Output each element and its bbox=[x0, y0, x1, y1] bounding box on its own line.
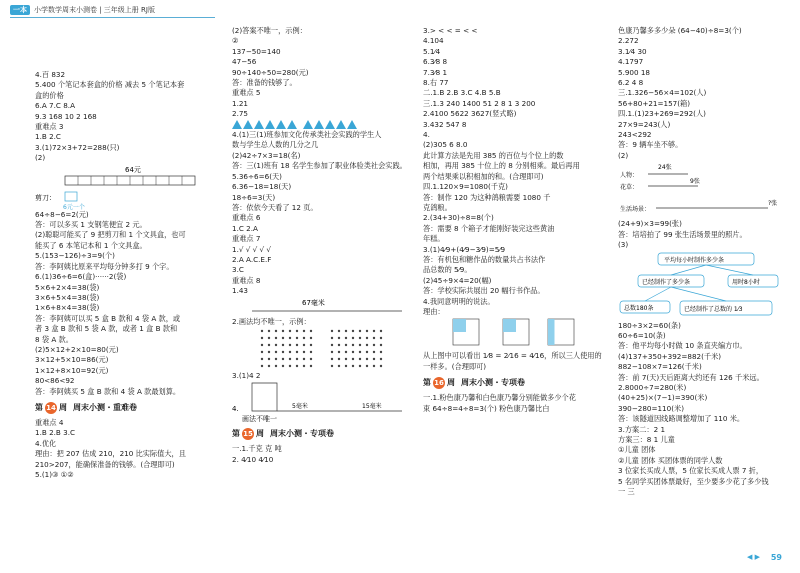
grid-dot bbox=[282, 344, 284, 346]
text-line: 能买了 6 本笔记本和 1 个文具盒。 bbox=[35, 240, 147, 250]
grid-dot bbox=[261, 330, 263, 332]
grid-dot bbox=[345, 337, 347, 339]
grid-dot bbox=[373, 365, 375, 367]
svg-text:已经制作了总数的 1⁄3: 已经制作了总数的 1⁄3 bbox=[684, 305, 743, 313]
grid-dot bbox=[380, 330, 382, 332]
text-line: 重难点 5 bbox=[232, 88, 261, 98]
text-line: 年糕。 bbox=[423, 234, 445, 244]
text-line: 答：需要 8 个箱子才能刚好装完这些黄油 bbox=[423, 223, 555, 233]
grid-dot bbox=[373, 344, 375, 346]
grid-dot bbox=[261, 344, 263, 346]
text-line: 一 三 bbox=[618, 487, 635, 496]
column-2 bbox=[232, 26, 417, 465]
grid-dot bbox=[268, 344, 270, 346]
text-line: 答：他平均每小时做 10 条直夹编方巾。 bbox=[618, 341, 747, 351]
grid-dot bbox=[359, 351, 361, 353]
grid-dot bbox=[303, 330, 305, 332]
text-line: 5.(153−126)÷3=9(个) bbox=[35, 251, 115, 261]
svg-text:24张: 24张 bbox=[658, 164, 672, 172]
fraction-squares bbox=[423, 317, 603, 351]
text-line: 5.900 18 bbox=[618, 67, 651, 77]
text-line: 180÷3×2=60(条) bbox=[618, 320, 681, 330]
grid-dot bbox=[289, 358, 291, 360]
text-line: 一.1.千克 克 吨 bbox=[232, 444, 282, 454]
text-line: 18÷6=3(天) bbox=[232, 192, 276, 202]
text-line: ①儿童 团体 bbox=[618, 445, 656, 455]
svg-text:总数180条: 总数180条 bbox=[624, 304, 654, 312]
grid-dot bbox=[282, 330, 284, 332]
grid-dot bbox=[261, 358, 263, 360]
grid-dot bbox=[345, 365, 347, 367]
text-line: 90÷140÷50=280(元) bbox=[232, 67, 309, 77]
grid-dot bbox=[380, 344, 382, 346]
grid-dot bbox=[310, 344, 312, 346]
text-line: 2.8000÷7=280(米) bbox=[618, 382, 687, 392]
diagram-pen-price bbox=[35, 164, 210, 210]
diagram-tree bbox=[618, 251, 793, 321]
grid-dot bbox=[289, 351, 291, 353]
grid-dot bbox=[373, 358, 375, 360]
text-line: 2. 4⁄10 4⁄10 bbox=[232, 454, 274, 464]
grid-dot bbox=[338, 337, 340, 339]
svg-text:画法不唯一: 画法不唯一 bbox=[242, 415, 277, 424]
text-line: 4.(1)三(1)班参加文化传承类社会实践的学生人 bbox=[232, 130, 382, 140]
text-line: 5.1⁄4 bbox=[423, 46, 441, 56]
section-week-15: 第 15 周 周末小测・专项卷 bbox=[232, 429, 334, 439]
text-line: 品总数的 5⁄9。 bbox=[423, 265, 472, 275]
text-line: 重难点 6 bbox=[232, 213, 261, 223]
text-line: (4)137+350+392=882(千米) bbox=[618, 351, 722, 361]
grid-dot bbox=[345, 358, 347, 360]
grid-dot bbox=[345, 351, 347, 353]
grid-dot bbox=[296, 330, 298, 332]
grid-dot bbox=[296, 351, 298, 353]
text-line: 一.1.粉色康乃馨和白色康乃馨分别能做多少个花 bbox=[423, 393, 576, 403]
text-line: 答：李阿姨比原来平均每分钟多打 9 个字。 bbox=[35, 261, 174, 271]
svg-text:花草：: 花草： bbox=[620, 184, 639, 192]
grid-dot bbox=[275, 358, 277, 360]
scissor-box bbox=[65, 192, 77, 201]
grid-dot bbox=[352, 330, 354, 332]
text-line: 重难点 4 bbox=[35, 417, 64, 427]
column-3 bbox=[423, 26, 608, 414]
grid-dot bbox=[289, 337, 291, 339]
text-line: 重难点 7 bbox=[232, 234, 261, 244]
text-line: 8 袋 A 款。 bbox=[35, 334, 73, 344]
grid-dot bbox=[345, 330, 347, 332]
diagram-lines bbox=[232, 381, 412, 423]
text-line: (2)5×12+2×10=80(元) bbox=[35, 344, 119, 354]
grid-dot bbox=[275, 337, 277, 339]
text-line: (2)42÷7×3=18(名) bbox=[232, 150, 301, 160]
column-4 bbox=[618, 26, 798, 497]
text-line: 1.21 bbox=[232, 98, 249, 108]
grid-dot bbox=[310, 358, 312, 360]
grid-dot bbox=[268, 330, 270, 332]
grid-dot bbox=[359, 330, 361, 332]
text-line: 相加，再用 385 十位上的 8 分别相乘。最后再用 bbox=[423, 161, 580, 171]
grid-dot bbox=[303, 365, 305, 367]
text-line: 5×6+2×4=38(袋) bbox=[35, 282, 100, 292]
grid-dot bbox=[366, 358, 368, 360]
grid-dot bbox=[310, 351, 312, 353]
grid-dot bbox=[331, 344, 333, 346]
text-line: 4.我同意明明的说法。 bbox=[423, 296, 495, 306]
text-line: 2.272 bbox=[618, 36, 639, 46]
text-line: 60÷6=10(条) bbox=[618, 330, 666, 340]
text-line: 9.3 168 10 2 168 bbox=[35, 111, 97, 121]
svg-text:平均每小时制作多少条: 平均每小时制作多少条 bbox=[664, 256, 725, 264]
text-line: 5 名同学买团体票最好，至少要多少花了多少钱 bbox=[618, 476, 769, 486]
text-line: 2.A A.C.E.F bbox=[232, 254, 272, 264]
text-line: 3×6+5×4=38(袋) bbox=[35, 292, 100, 302]
text-line: ② bbox=[232, 36, 239, 46]
text-line: 4.百 832 bbox=[35, 70, 66, 79]
text-line: 5.36÷6=6(天) bbox=[232, 171, 282, 181]
text-line: 210>207，能确保准备的钱够。(合理即可) bbox=[35, 459, 175, 469]
text-line: 27×9=243(人) bbox=[618, 119, 671, 129]
text-line: 4. bbox=[423, 130, 430, 140]
grid-dot bbox=[338, 344, 340, 346]
grid-dot bbox=[282, 337, 284, 339]
text-line: 3.1⁄4 30 bbox=[618, 46, 647, 56]
text-line: 答：学校实际共展出 20 幅行书作品。 bbox=[423, 286, 545, 296]
svg-text:用时8小时: 用时8小时 bbox=[732, 278, 760, 286]
grid-dot bbox=[331, 365, 333, 367]
grid-dot bbox=[359, 358, 361, 360]
text-line: 47−56 bbox=[232, 57, 257, 67]
grid-dot bbox=[310, 337, 312, 339]
grid-dot bbox=[289, 344, 291, 346]
text-line: 8.右 77 bbox=[423, 78, 449, 88]
grid-dot bbox=[282, 358, 284, 360]
text-line: 5.400 个笔记本套盒的价格 减去 5 个笔记本套 bbox=[35, 80, 185, 90]
grid-dot bbox=[275, 365, 277, 367]
text-line: 3.(1)72×3+72=288(只) bbox=[35, 142, 120, 152]
text-line: 3×12+5×10=86(元) bbox=[35, 355, 109, 365]
grid-dot bbox=[275, 330, 277, 332]
text-line: 64÷8−6=2(元) bbox=[35, 209, 89, 219]
grid-dot bbox=[366, 337, 368, 339]
text-line: 三.1.326−56×4=102(人) bbox=[618, 88, 707, 98]
text-line: 二.1.B 2.B 3.C 4.B 5.B bbox=[423, 88, 501, 98]
text-line: 4.优化 bbox=[35, 438, 57, 448]
text-line: 137−50=140 bbox=[232, 46, 281, 56]
grid-dot bbox=[303, 358, 305, 360]
text-line: 1×12+8×10=92(元) bbox=[35, 365, 109, 375]
svg-text:4.: 4. bbox=[232, 405, 239, 414]
text-line: (24+9)×3=99(张) bbox=[618, 219, 682, 229]
text-line: (2)聪聪可能买了 9 把剪刀和 1 个文具盒，也可 bbox=[35, 230, 186, 240]
text-line: 答：可以多买 1 支钢笔便宜 2 元。 bbox=[35, 220, 147, 230]
header-title: 小学数学周末小测卷 | 三年级上册 RJ版 bbox=[34, 5, 155, 14]
text-line: 方案三：8 1 儿童 bbox=[618, 434, 675, 444]
grid-dot bbox=[282, 351, 284, 353]
grid-dot bbox=[352, 344, 354, 346]
header-divider bbox=[10, 17, 215, 18]
text-line: 此计算方法是先用 385 的百位与个位上的数 bbox=[423, 150, 564, 160]
text-line: 盒的价格 bbox=[35, 90, 64, 100]
grid-dot bbox=[380, 351, 382, 353]
text-line: 答：李阿姨买 5 盒 B 款和 4 袋 A 款最划算。 bbox=[35, 386, 181, 396]
text-line: 重难点 3 bbox=[35, 122, 64, 132]
svg-text:人物：: 人物： bbox=[620, 172, 639, 180]
section-week-16: 第 16 周 周末小测・专项卷 bbox=[423, 377, 525, 388]
text-line: 3.> < < = < < bbox=[423, 26, 478, 35]
grid-dot bbox=[282, 365, 284, 367]
grid-dot bbox=[338, 358, 340, 360]
text-line: 重难点 8 bbox=[232, 275, 261, 285]
text-line: 3.432 547 8 bbox=[423, 119, 467, 129]
conclusion: 从上图中可以看出 1⁄8 = 2⁄16 = 4⁄16，所以三人使用的一样多。(合理即可) bbox=[423, 351, 602, 371]
text-line: 答：该隧道因线路调整增加了 110 米。 bbox=[618, 414, 745, 424]
grid-dot bbox=[352, 337, 354, 339]
text-line: 1.43 bbox=[232, 286, 249, 296]
dot-grid bbox=[232, 327, 412, 371]
text-line: 243<292 bbox=[618, 130, 652, 140]
text-line: 56+80+21=157(箱) bbox=[618, 98, 691, 108]
text-line: 答：制作 120 为这种鸽粮需要 1080 千 bbox=[423, 192, 551, 202]
grid-dot bbox=[296, 337, 298, 339]
grid-dot bbox=[261, 351, 263, 353]
text-line: 答：准备的钱够了。 bbox=[232, 78, 297, 88]
grid-dot bbox=[268, 365, 270, 367]
grid-dot bbox=[366, 351, 368, 353]
grid-dot bbox=[352, 358, 354, 360]
text-line: 3.C bbox=[232, 265, 244, 275]
grid-dot bbox=[331, 330, 333, 332]
text-line: 4.1797 bbox=[618, 57, 644, 67]
text-line: 克鸽粮。 bbox=[423, 202, 452, 212]
grid-dot bbox=[359, 344, 361, 346]
text-line: 2.4100 5622 3627(竖式略) bbox=[423, 109, 517, 119]
grid-dot bbox=[338, 365, 340, 367]
text-line: 理由： bbox=[423, 306, 445, 316]
grid-dot bbox=[303, 337, 305, 339]
grid-dot bbox=[296, 344, 298, 346]
svg-text:?张: ?张 bbox=[768, 200, 778, 208]
grid-dot bbox=[261, 365, 263, 367]
diagram-ruler bbox=[232, 297, 412, 317]
text-line: 1.B 2.B 3.C bbox=[35, 428, 76, 438]
text-line: 答：9 辆车坐不够。 bbox=[618, 140, 683, 150]
text-line: 4.104 bbox=[423, 36, 444, 46]
text-line: 3.(1)4⁄9+(4⁄9−3⁄9)=5⁄9 bbox=[423, 244, 506, 254]
text-line: 1×6+8×4=38(袋) bbox=[35, 303, 100, 313]
text-line: 三.1.3 240 1400 51 2 8 1 3 200 bbox=[423, 98, 536, 108]
svg-text:67毫米: 67毫米 bbox=[302, 298, 325, 307]
text-line: 6.36−18=18(天) bbox=[232, 182, 292, 192]
diagram-photos bbox=[618, 161, 793, 219]
text-line: ②儿童 团体 买团体票的同学人数 bbox=[618, 455, 723, 465]
text-line: (3) bbox=[618, 240, 629, 250]
text-line: 6.(1)36÷6=6(盒)······2(袋) bbox=[35, 272, 127, 282]
page-number: 59 bbox=[770, 552, 782, 562]
text-line: 答：依依今天看了 12 页。 bbox=[232, 202, 318, 212]
text-line: 6.2 4 8 bbox=[618, 78, 644, 88]
page-nav-icon: ◀ ▶ bbox=[747, 552, 760, 561]
grid-dot bbox=[345, 344, 347, 346]
text-line: (2) bbox=[35, 153, 46, 163]
text-line: 3.方案二：2 1 bbox=[618, 424, 666, 434]
svg-text:9张: 9张 bbox=[690, 178, 700, 186]
grid-dot bbox=[359, 365, 361, 367]
text-line: 882−108×7=126(千米) bbox=[618, 362, 702, 372]
text-line: 6.3⁄8 8 bbox=[423, 57, 448, 67]
grid-dot bbox=[268, 358, 270, 360]
page-header bbox=[10, 4, 155, 16]
text-line: 四.1.120×9=1080(千克) bbox=[423, 182, 508, 192]
text-line: 1.B 2.C bbox=[35, 132, 61, 142]
svg-text:已经制作了多少条: 已经制作了多少条 bbox=[642, 278, 691, 286]
svg-text:5毫米: 5毫米 bbox=[292, 403, 308, 411]
text-line: 答：有机包和糖作品的数量共占书法作 bbox=[423, 254, 546, 264]
triangles-row bbox=[232, 120, 417, 130]
grid-dot bbox=[268, 351, 270, 353]
grid-dot bbox=[289, 330, 291, 332]
text-line: 7.3⁄8 1 bbox=[423, 67, 448, 77]
text-line: 者 3 盒 B 款和 5 袋 A 款，或者 1 盒 B 款和 bbox=[35, 324, 178, 334]
diagram-top-label: 64元 bbox=[125, 165, 141, 174]
text-line: 390−280=110(米) bbox=[618, 403, 684, 413]
text-line: (40+25)×(7−1)=390(米) bbox=[618, 393, 708, 403]
grid-dot bbox=[303, 351, 305, 353]
text-line: 5.(1)③ ①② bbox=[35, 470, 74, 479]
grid-dot bbox=[373, 330, 375, 332]
text-line: (2)答案不唯一，示例： bbox=[232, 26, 307, 35]
text-line: 理由：把 207 估成 210，210 比实际值大，且 bbox=[35, 449, 186, 459]
grid-dot bbox=[366, 330, 368, 332]
grid-dot bbox=[366, 365, 368, 367]
svg-text:15毫米: 15毫米 bbox=[362, 403, 382, 411]
text-line: 数与学生总人数的几分之几 bbox=[232, 140, 319, 150]
text-line: (2) bbox=[618, 150, 629, 160]
grid-dot bbox=[373, 337, 375, 339]
grid-dot bbox=[373, 351, 375, 353]
grid-dot bbox=[310, 330, 312, 332]
text-line: 答：李阿姨可以买 5 盒 B 款和 4 袋 A 款，或 bbox=[35, 313, 181, 323]
diagram-left-label: 剪刀： bbox=[35, 193, 56, 202]
text-line: 四.1.(1)23+269=292(人) bbox=[618, 109, 706, 119]
text-line: 1.C 2.A bbox=[232, 223, 258, 233]
section-week-14: 第 14 周 周末小测・重难卷 bbox=[35, 402, 137, 412]
grid-dot bbox=[331, 337, 333, 339]
text-line: 两个结果乘以积相加的和。(合理即可) bbox=[423, 171, 544, 181]
text-line: 2.(34+30)÷8=8(个) bbox=[423, 213, 494, 223]
grid-dot bbox=[380, 337, 382, 339]
text-line: 1.√ √ √ √ √ bbox=[232, 244, 271, 254]
column-1 bbox=[35, 70, 220, 480]
logo: 一本 bbox=[10, 5, 30, 15]
grid-dot bbox=[275, 351, 277, 353]
grid-dot bbox=[261, 337, 263, 339]
grid-dot bbox=[338, 330, 340, 332]
text-line: 3 位家长买成人票，5 位家长买成人票 7 折， bbox=[618, 466, 764, 476]
text-line: 答：培培拍了 99 张生活场景里的照片。 bbox=[618, 229, 747, 239]
grid-dot bbox=[331, 351, 333, 353]
grid-dot bbox=[289, 365, 291, 367]
grid-dot bbox=[296, 365, 298, 367]
grid-dot bbox=[380, 358, 382, 360]
svg-text:生活场景：: 生活场景： bbox=[620, 206, 651, 214]
text-line: (2)45÷9×4=20(幅) bbox=[423, 275, 492, 285]
text-line: 2.75 bbox=[232, 109, 249, 119]
text-line: 束 64÷8=4÷8=3(个) 粉色康乃馨比白 bbox=[423, 403, 550, 413]
text-line: 80<86<92 bbox=[35, 376, 75, 386]
draw-note: 2.画法均不唯一，示例： bbox=[232, 316, 311, 326]
grid-dot bbox=[338, 351, 340, 353]
grid-dot bbox=[352, 365, 354, 367]
grid-dot bbox=[352, 351, 354, 353]
grid-dot bbox=[296, 358, 298, 360]
text-line: (2)305 6 8.0 bbox=[423, 140, 468, 150]
text-line: 答：三(1)班有 18 名学生参加了职业体验类社会实践。 bbox=[232, 161, 407, 171]
grid-dot bbox=[268, 337, 270, 339]
grid-dot bbox=[359, 337, 361, 339]
grid-dot bbox=[366, 344, 368, 346]
grid-dot bbox=[275, 344, 277, 346]
grid-dot bbox=[310, 365, 312, 367]
grid-dot bbox=[303, 344, 305, 346]
text-line: 6.A 7.C 8.A bbox=[35, 101, 75, 111]
text-line: 色康乃馨多多少朵 (64−40)÷8=3(个) bbox=[618, 26, 742, 35]
grid-dot bbox=[331, 358, 333, 360]
grid-dot bbox=[380, 365, 382, 367]
diagram-bottom-label: 6元一个 bbox=[63, 203, 85, 210]
text-line: 答：前 7(天)天后距离大约还有 126 千米远。 bbox=[618, 372, 764, 382]
q3: 3.(1)4 2 bbox=[232, 370, 261, 380]
